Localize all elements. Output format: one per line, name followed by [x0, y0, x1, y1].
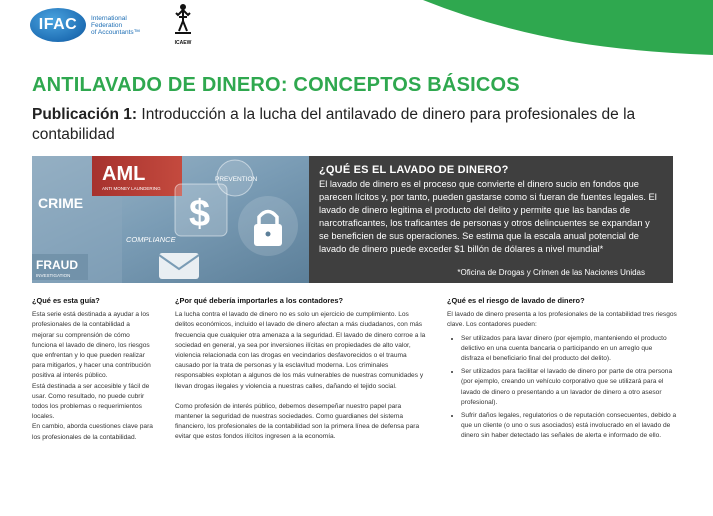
guide-heading: ¿Qué es esta guía? [32, 296, 100, 305]
compliance-label: COMPLIANCE [126, 235, 176, 244]
investigation-label: INVESTIGATION [36, 273, 71, 278]
ifac-logo-mark: IFAC [30, 8, 86, 42]
ifac-tagline-line: International [91, 14, 127, 22]
definition-body: El lavado de dinero es el proceso que convierte el dinero sucio en fondos que parecen lícitos y, por tanto, pueden gastarse como si fueran de fuentes legales. El lavado de dinero legitima el producto del delito y permite que las bandas de narcotraficantes, los traficantes de personas y otros delincuentes se expandan y se beneficien de sus operaciones. Se estima que la escala anual potencial de lavado de dinero puede exceder $1 billón de dólares a nivel mundial* [319, 179, 657, 254]
list-item: • Ser utilizados para facilitar el lavado de dinero por parte de otra persona (por ejemplo, creando un vehículo corporativo que se utilizará para el lavado de dinero o presentando a un lavador de dinero a otro asesor profesional). [461, 367, 677, 408]
svg-text:$: $ [189, 193, 211, 235]
lock-icon [238, 196, 298, 256]
definition-source: *Oficina de Drogas y Crimen de las Naciones Unidas [457, 268, 645, 277]
guide-column [32, 296, 154, 443]
risk-column [447, 296, 677, 445]
publication-title: Introducción a la lucha del antilavado de dinero para profesionales de la contabilidad [32, 106, 636, 143]
ifac-logo [30, 8, 140, 42]
why-it-matters-paragraph: Como profesión de interés público, debemos desempeñar nuestro papel para mantener la seguridad de nuestras sociedades. Como guardianes del sistema financiero, los profesionales de la contabilidad son la primera línea de defensa para evitar que estos fondos ilícitos ingresen a la economía. [175, 402, 420, 441]
guide-paragraph: Está destinada a ser accesible y fácil de usar. Como resultado, no puede cubrir todos los problemas o requerimientos locales. [32, 382, 150, 421]
aml-sub-label: ANTI MONEY LAUNDERING [102, 186, 161, 191]
envelope-icon [159, 253, 199, 279]
list-item: • Sufrir daños legales, regulatorios o de reputación consecuentes, debido a que un cliente (o uno o sus asociados) está involucrado en el lavado de dinero sin haber detectado las señales de alerta e informado de ello. [461, 411, 677, 442]
why-it-matters-column [175, 296, 427, 443]
list-item: • Ser utilizados para lavar dinero (por ejemplo, manteniendo el producto delictivo en una cuenta bancaria o participando en un arreglo que disfraza el beneficiario final del producto del delito). [461, 334, 677, 365]
ifac-tagline-line: Federation [91, 21, 123, 29]
why-it-matters-paragraph: La lucha contra el lavado de dinero no es solo un ejercicio de cumplimiento. Los delitos económicos, incluido el lavado de dinero afectan a más ciudadanos, con más frecuencia que cualquier otra amenaza a la seguridad. El lavado de dinero corroe a la sociedad en general, ya sea por inversiones ilícitas en propiedades de alto valor, violencia relacionada con las drogas en vecindarios desfavorecidos o el trauma causado por la trata de personas y la esclavitud moderna. Los criminales responsables explotan a algunos de los más vulnerables de nuestras comunidades y llevan drogas ilegales y violencia a nuestras calles, dañando el tejido social. [175, 311, 426, 390]
aml-label: AML [102, 163, 146, 185]
ifac-tagline-line: of Accountants™ [91, 28, 141, 36]
guide-paragraph: En cambio, aborda cuestiones clave para los profesionales de la contabilidad. [32, 423, 153, 441]
icaew-logo [172, 3, 194, 46]
risk-list [447, 334, 677, 442]
hero-illustration [32, 156, 309, 283]
risk-heading: ¿Qué es el riesgo de lavado de dinero? [447, 296, 585, 305]
dollar-icon [175, 184, 227, 236]
definition-heading: ¿QUÉ ES EL LAVADO DE DINERO? [319, 164, 509, 176]
fraud-label: FRAUD [36, 258, 78, 272]
why-it-matters-heading: ¿Por qué debería importarles a los contadores? [175, 296, 343, 305]
aml-collage-image [32, 156, 309, 283]
corner-swoosh [423, 0, 713, 55]
publication-number: Publicación 1: [32, 106, 138, 123]
crime-label: CRIME [38, 195, 84, 211]
ifac-tagline [91, 15, 140, 36]
icaew-figure-icon [172, 3, 194, 35]
page-title: ANTILAVADO DE DINERO: CONCEPTOS BÁSICOS [32, 74, 520, 96]
prevention-label: PREVENTION [215, 176, 258, 183]
icaew-label: ICAEW [174, 40, 192, 46]
page-subtitle [32, 105, 682, 145]
risk-intro: El lavado de dinero presenta a los profesionales de la contabilidad tres riesgos clave. Los contadores pueden: [447, 311, 677, 329]
definition-panel [309, 156, 673, 283]
guide-paragraph: Esta serie está destinada a ayudar a los profesionales de la contabilidad a mejorar su comprensión de cómo funciona el lavado de dinero, los riesgos que enfrentan y lo que pueden realizar para mitigarlos, y hacer una contribución positiva al interés público. [32, 311, 151, 380]
